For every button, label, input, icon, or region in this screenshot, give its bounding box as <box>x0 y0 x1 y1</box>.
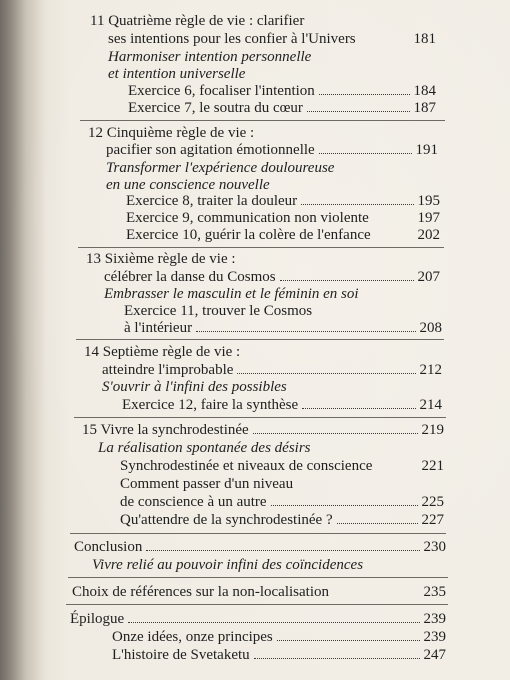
ch12-title-line1: 12 Cinquième règle de vie : <box>88 125 255 141</box>
dot-leader <box>280 268 414 281</box>
conclusion-subtitle: Vivre relié au pouvoir infini des coïncidences <box>92 557 364 573</box>
ch12-subtitle1: Transformer l'expérience douloureuse <box>106 160 335 176</box>
ch12-subtitle2: en une conscience nouvelle <box>106 177 270 193</box>
dot-leader <box>146 538 419 551</box>
ch11-title-line1: 11 Quatrième règle de vie : clarifier <box>90 13 305 29</box>
ch15-s2-line1: Comment passer d'un niveau <box>120 476 294 492</box>
ch15-s1: Synchrodestinée et niveaux de conscience 221 <box>120 458 444 474</box>
ch11-page: 181 <box>413 31 436 47</box>
dot-leader <box>254 646 420 659</box>
epilogue-s1: Onze idées, onze principes 239 <box>112 629 446 645</box>
references: Choix de références sur la non-localisation 235 <box>72 584 446 600</box>
ch14-title-line1: 14 Septième règle de vie : <box>84 344 241 360</box>
dot-leader <box>319 82 410 95</box>
dot-leader <box>277 628 420 641</box>
ch13-title-line2: célébrer la danse du Cosmos 207 <box>104 269 440 285</box>
dot-leader <box>128 610 419 623</box>
ch11-title-line2: ses intentions pour les confier à l'Univers 181 <box>108 31 436 47</box>
separator <box>66 604 448 605</box>
ch11-subtitle2: et intention universelle <box>108 66 246 82</box>
separator <box>80 120 445 121</box>
ch15-s3: Qu'attendre de la synchrodestinée ? 227 <box>120 512 444 528</box>
separator <box>70 533 446 534</box>
ch11-subtitle1: Harmoniser intention personnelle <box>108 49 312 65</box>
dot-leader <box>337 511 418 524</box>
separator <box>76 339 444 340</box>
ch14-title-line2: atteindre l'improbable 212 <box>102 362 442 378</box>
ch11-ex6: Exercice 6, focaliser l'intention 184 <box>128 83 436 99</box>
ch14-subtitle1: S'ouvrir à l'infini des possibles <box>102 379 287 395</box>
dot-leader <box>319 141 412 154</box>
dot-leader <box>271 493 418 506</box>
ch15-subtitle1: La réalisation spontanée des désirs <box>98 440 311 456</box>
separator <box>74 417 446 418</box>
dot-leader <box>253 421 418 434</box>
ch15-s2-line2: de conscience à un autre 225 <box>120 494 444 510</box>
conclusion: Conclusion 230 <box>74 539 446 555</box>
separator <box>78 247 444 248</box>
dot-leader <box>301 192 413 205</box>
ch13-ex11-line1: Exercice 11, trouver le Cosmos <box>124 303 313 319</box>
epilogue: Épilogue 239 <box>70 611 446 627</box>
ch13-title-line1: 13 Sixième règle de vie : <box>86 251 236 267</box>
epilogue-s2: L'histoire de Svetaketu 247 <box>112 647 446 663</box>
ch14-ex12: Exercice 12, faire la synthèse 214 <box>122 397 442 413</box>
dot-leader <box>237 361 415 374</box>
separator <box>68 577 448 578</box>
dot-leader <box>196 319 415 332</box>
ch12-title-line2: pacifier son agitation émotionnelle 191 <box>106 142 438 158</box>
ch15-title: 15 Vivre la synchrodestinée 219 <box>82 422 444 438</box>
ch12-ex9: Exercice 9, communication non violente 197 <box>126 210 440 226</box>
ch12-ex10: Exercice 10, guérir la colère de l'enfance 202 <box>126 227 440 243</box>
ch13-ex11-line2: à l'intérieur 208 <box>124 320 442 336</box>
ch11-ex7: Exercice 7, le soutra du cœur 187 <box>128 100 436 116</box>
dot-leader <box>302 396 415 409</box>
ch13-subtitle1: Embrasser le masculin et le féminin en soi <box>104 286 359 302</box>
ch12-ex8: Exercice 8, traiter la douleur 195 <box>126 193 440 209</box>
dot-leader <box>307 99 410 112</box>
